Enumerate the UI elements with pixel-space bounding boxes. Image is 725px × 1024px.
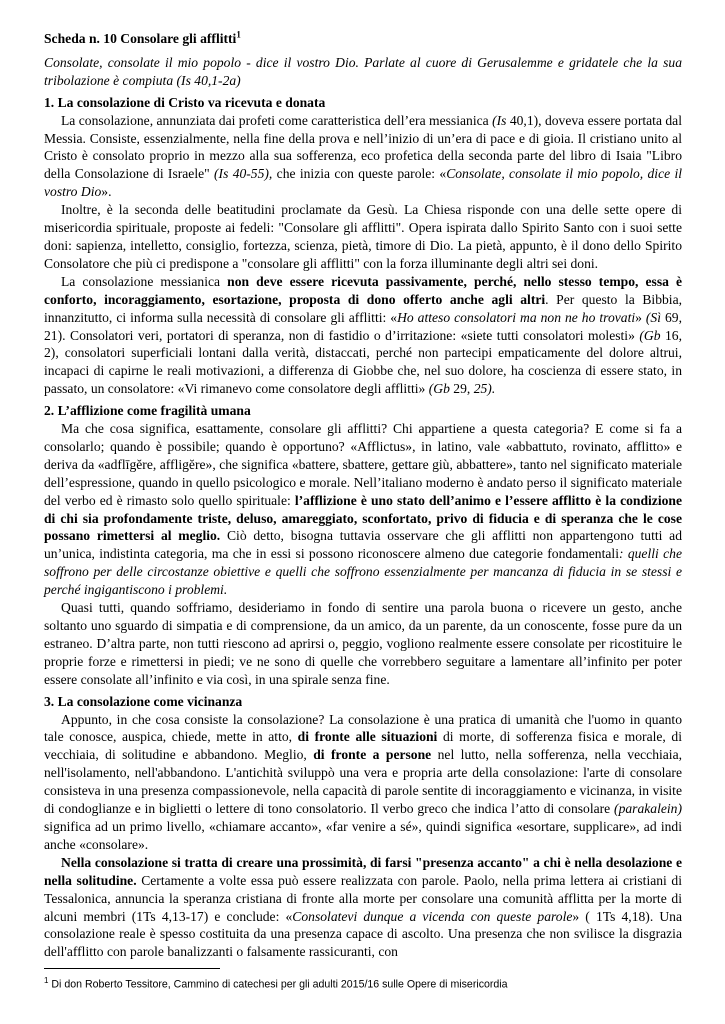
section-3-heading: 3. La consolazione come vicinanza [44, 693, 243, 709]
section-1-paragraph-3: La consolazione messianica non deve essere ricevuta passivamente, perché, nello stesso tempo, essa è conforto, incoraggiamento, esortazione, proposta di dono offerto anche agli altri. Per questo la Bibbia, innanzitutto, ci informa sulla necessità di consolare gli afflitti: «Ho atteso consolatori ma non ne ho trovati» (Sì 69, 21). Consolatori veri, portatori di speranza, non di fastidio o d’irritazione: «siete tutti consolatori molesti» (Gb 16, 2), consolatori superficiali lontani dalla verità, distaccati, perché non partecipi empaticamente del dolore altrui, incapaci di capirne le reali motivazioni, a differenza di Giobbe che, nel suo dolore, ha coscienza di essere stato, in passato, un consolatore: «Vi rimanevo come consolatore degli afflitti» (Gb 29, 25). [44, 273, 683, 397]
section-1-paragraph-2: Inoltre, è la seconda delle beatitudini proclamate da Gesù. La Chiesa risponde con una delle sette opere di misericordia spirituale, proposte ai fedeli: "Consolare gli afflitti". Opera ispirata dallo Spirito Santo con i suoi sette doni: sapienza, intelletto, consiglio, fortezza, scienza, pietà, timore di Dio. La pietà, appunto, è il dono dello Spirito Consolatore che più ci predispone a "consolare gli afflitti" con la forza illuminante degli altri sei doni. [44, 202, 682, 271]
footnote-text: Di don Roberto Tessitore, Cammino di catechesi per gli adulti 2015/16 sulle Opere di misericordia [48, 978, 508, 991]
footnote-reference[interactable]: 1 [236, 29, 241, 40]
section-1-paragraph-1: La consolazione, annunziata dai profeti come caratteristica dell’era messianica (Is 40,1), doveva essere portata dal Messia. Consiste, essenzialmente, nella fine della prova e nell’inizio di un’era di pace e di gioia. Il cristiano unito al Cristo è consolato proprio in mezzo alla sua sofferenza, eco profetica della seconda parte del libro di Isaia "Libro della Consolazione di Israele" (Is 40-55), che inizia con queste parole: «Consolate, consolate il mio popolo, dice il vostro Dio». [44, 112, 683, 200]
page-title: Scheda n. 10 Consolare gli afflitti$^1$ [44, 29, 241, 46]
section-2-paragraph-2: Quasi tutti, quando soffriamo, desideriamo in fondo di sentire una parola buona o ricevere un gesto, anche soltanto uno sguardo di simpatia e di comprensione, da un amico, da un parente, da un conoscente, fosse pure da un estraneo. D’altra parte, non tutti riescono ad aprirsi o, peggio, vogliono realmente essere consolate per ricostituire le proprie forze e rimettersi in piedi; ve ne sono di quelle che vorrebbero seguitare a lamentare all’infinito per poter essere consolate all’infinito e via così, in una spirale senza fine. [44, 600, 682, 687]
footnote [44, 974, 682, 992]
section-1-heading: 1. La consolazione di Cristo va ricevuta e donata [44, 94, 326, 110]
section-3-paragraph-1: Appunto, in che cosa consiste la consolazione? La consolazione è una pratica di umanità che l'uomo in quanto tale conosce, auspica, chiede, mette in atto, di fronte alle situazioni di morte, di sofferenza fisica e morale, di vecchiaia, di solitudine e abbandono. Meglio, di fronte a persone nel lutto, nella sofferenza, nella vecchiaia, nell'isolamento, nell'abbandono. L'antichità sviluppò una vera e propria arte della consolazione: l'arte di consolare consisteva in una presenza compassionevole, nella capacità di parole sentite di incoraggiamento e vicinanza, in visite di condoglianze e in biglietti o lettere di tono consolatorio. Il verbo greco che indica l’atto di consolare (parakalein) significa ad un primo livello, «chiamare accanto», «far venire a sé», quindi significa «esortare, supplicare», ad indi anche «consolare». [44, 711, 683, 852]
footnote-mark: 1 [44, 976, 49, 985]
section-3-paragraph-2: Nella consolazione si tratta di creare una prossimità, di farsi "presenza accanto" a chi è nella desolazione e nella solitudine. Certamente a volte essa può essere realizzata con parole. Paolo, nella prima lettera ai cristiani di Tessalonica, annuncia la speranza cristiana di fronte alla morte per consolare una comunità afflitta per la morte di alcuni membri (1Ts 4,13-17) e conclude: «Consolatevi dunque a vicenda con queste parole» ( 1Ts 4,18). Una consolazione reale è spesso costituita da una presenza capace di ascolto. Una presenza che non svilisce la disgrazia dell'afflitto con parole banalizzanti o falsamente rassicuranti, con [44, 854, 682, 960]
footnote-divider [44, 968, 220, 969]
epigraph: Consolate, consolate il mio popolo - dice il vostro Dio. Parlate al cuore di Gerusalemme e gridatele che la sua tribolazione è compiuta (Is 40,1-2a) [44, 54, 682, 88]
section-2-heading: 2. L’afflizione come fragilità umana [44, 403, 251, 419]
section-2-paragraph-1: Ma che cosa significa, esattamente, consolare gli afflitti? Chi appartiene a questa categoria? E come si fa a consolarlo; quando è possibile; quando è opportuno? «Afflictus», in latino, vale «abbattuto, rovinato, afflitto» e deriva da «adflīgĕre, affligĕre», che significa «battere, sbattere, gettare giù, abbattere», tanto nel significato materiale dell’espressione, quando in quello psicologico e morale. Nell’italiano moderno è andato perso il significato materiale del verbo ed è rimasto solo quello spirituale: l’afflizione è uno stato dell’animo e l’essere afflitto è la condizione di chi sia profondamente triste, deluso, amareggiato, sconfortato, privo di fiducia e di speranza che le cose possano rimettersi al meglio. Ciò detto, bisogna tuttavia osservare che gli afflitti non appartengono tutti ad un’unica, indistinta categoria, ma che in essi si possono riconoscere almeno due categorie fondamentali: quelli che soffrono per delle circostanze obiettive e quelli che soffrono essenzialmente per mancanza di fiducia in se stessi e perché ingigantiscono i problemi. [44, 421, 683, 598]
document-page [44, 30, 682, 961]
